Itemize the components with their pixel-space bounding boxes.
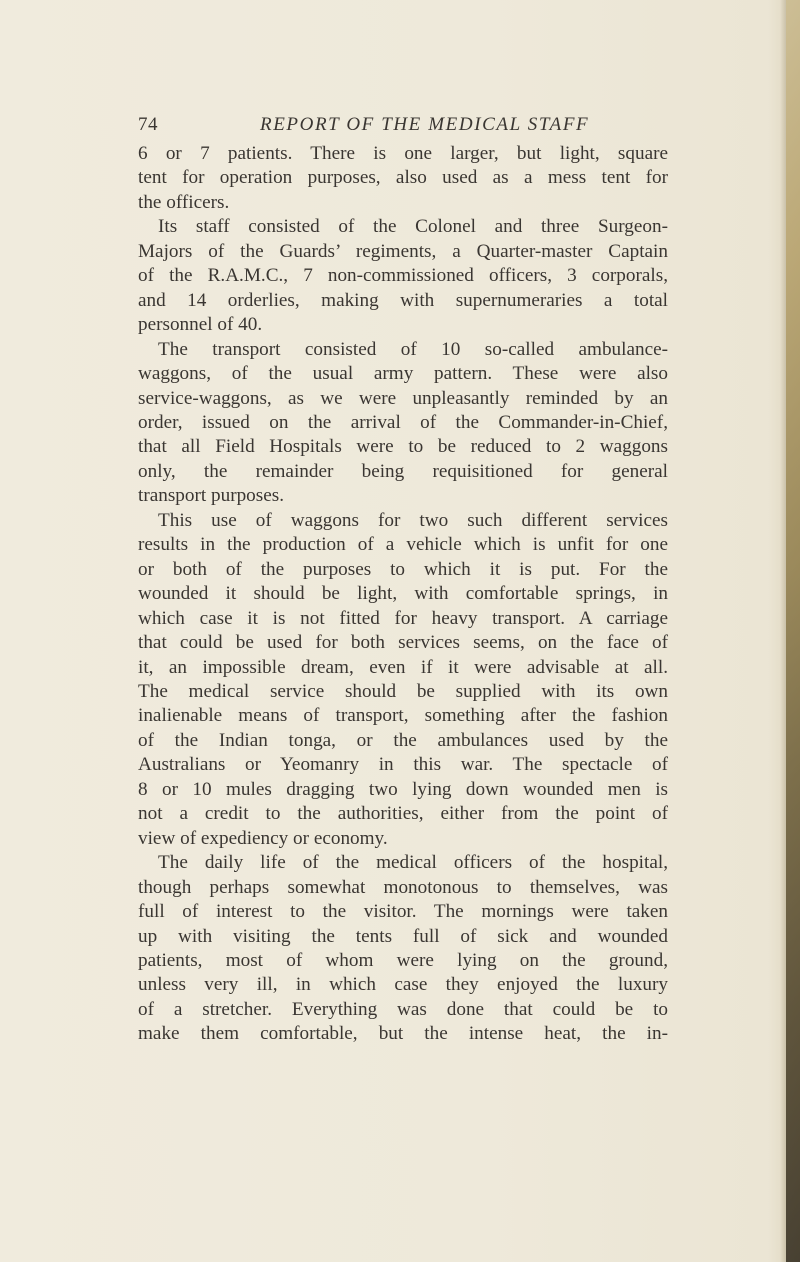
text-line: Its staff consisted of the Colonel and three Surgeon- <box>158 216 668 238</box>
text-line: The daily life of the medical officers of the hospital, <box>158 852 668 874</box>
text-line: make them comfortable, but the intense heat, the in- <box>138 1023 668 1045</box>
text-line: The medical service should be supplied with its own <box>138 680 668 702</box>
text-line: 6 or 7 patients. There is one larger, but light, square <box>138 143 668 164</box>
text-line: it, an impossible dream, even if it were advisable at all. <box>138 656 668 678</box>
body-text <box>138 142 668 1047</box>
text-line: full of interest to the visitor. The mornings were taken <box>138 901 668 923</box>
text-line: The transport consisted of 10 so-called ambulance- <box>158 338 668 360</box>
text-line: not a credit to the authorities, either from the point of <box>138 803 668 825</box>
text-line: 8 or 10 mules dragging two lying down wounded men is <box>138 778 668 800</box>
text-line: which case it is not fitted for heavy transport. A carriage <box>138 607 668 629</box>
text-line: patients, most of whom were lying on the ground, <box>138 949 668 971</box>
text-line: that could be used for both services seems, on the face of <box>138 632 668 654</box>
text-line: of the R.A.M.C., 7 non-commissioned officers, 3 corporals, <box>138 265 668 287</box>
text-line: results in the production of a vehicle which is unfit for one <box>138 534 668 556</box>
text-line: of the Indian tonga, or the ambulances used by the <box>138 729 668 751</box>
book-spine-edge <box>786 0 800 1262</box>
text-line: service-waggons, as we were unpleasantly reminded by an <box>138 387 668 409</box>
text-line: This use of waggons for two such different services <box>158 509 668 531</box>
text-line: order, issued on the arrival of the Commander-in-Chief, <box>138 411 668 433</box>
text-line: unless very ill, in which case they enjoyed the luxury <box>138 974 668 996</box>
text-line: Australians or Yeomanry in this war. The spectacle of <box>138 754 668 776</box>
running-head-title: REPORT OF THE MEDICAL STAFF <box>260 114 590 135</box>
text-line: though perhaps somewhat monotonous to themselves, was <box>138 876 668 898</box>
text-line: transport purposes. <box>138 485 285 507</box>
text-line: inalienable means of transport, something after the fashion <box>138 705 668 727</box>
text-line: wounded it should be light, with comfortable springs, in <box>138 583 668 605</box>
text-line: or both of the purposes to which it is put. For the <box>138 558 668 580</box>
text-line: of a stretcher. Everything was done that could be to <box>138 998 668 1020</box>
text-line: view of expediency or economy. <box>138 827 388 849</box>
running-head <box>138 114 668 142</box>
text-line: personnel of 40. <box>138 314 263 336</box>
text-line: up with visiting the tents full of sick and wounded <box>138 925 668 947</box>
text-line: the officers. <box>138 191 230 213</box>
text-line: only, the remainder being requisitioned for general <box>138 460 668 482</box>
page-number: 74 <box>138 114 158 135</box>
text-line: tent for operation purposes, also used as a mess tent for <box>138 167 668 189</box>
text-line: waggons, of the usual army pattern. These were also <box>138 363 668 385</box>
text-line: and 14 orderlies, making with supernumeraries a total <box>138 289 668 311</box>
text-line: that all Field Hospitals were to be reduced to 2 waggons <box>138 436 668 458</box>
text-line: Majors of the Guards’ regiments, a Quarter-master Captain <box>138 240 668 262</box>
